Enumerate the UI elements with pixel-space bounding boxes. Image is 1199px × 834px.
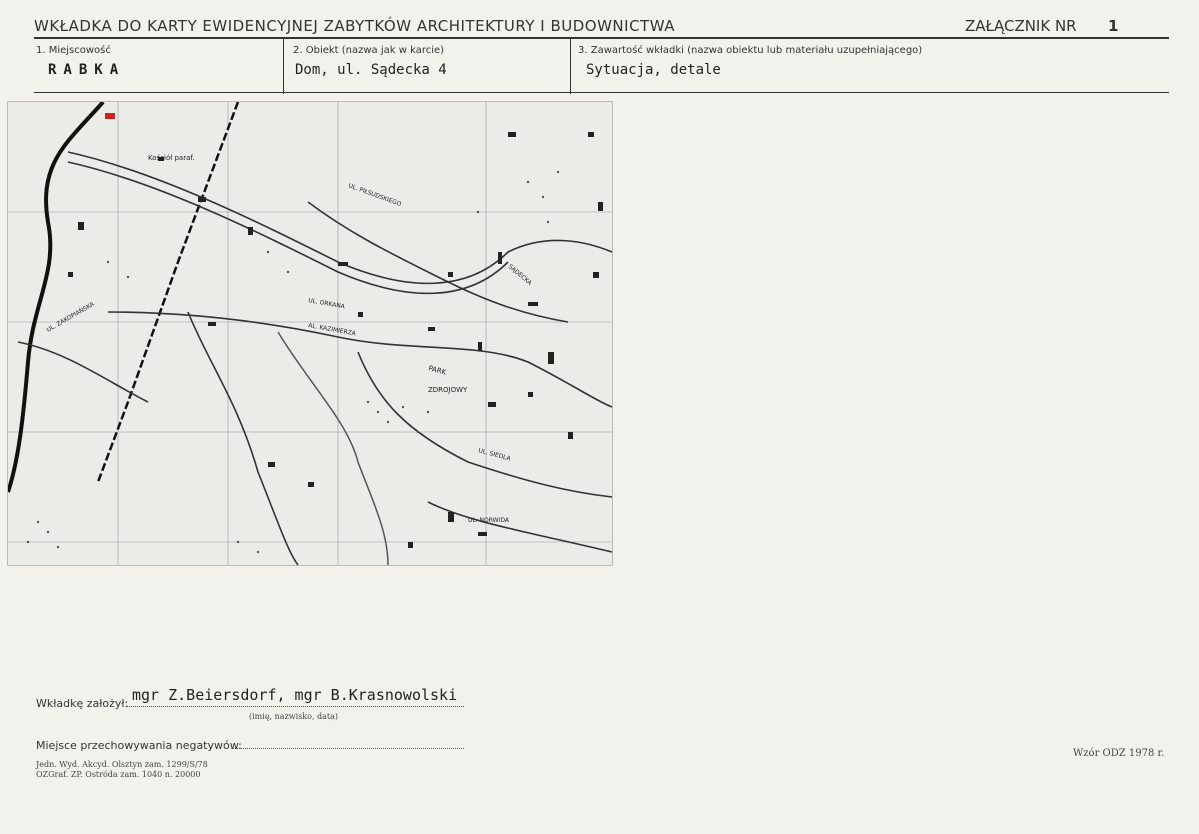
attachment-number: 1: [1108, 17, 1119, 35]
made-by-value: mgr Z.Beiersdorf, mgr B.Krasnowolski: [132, 686, 458, 704]
object-label: 2. Obiekt (nazwa jak w karcie): [293, 45, 445, 56]
made-by-label: Wkładkę założył:: [36, 697, 129, 710]
map-label-zakopianska: UL. ZAKOPIAŃSKA: [45, 300, 96, 334]
map-label-park: PARK: [427, 364, 447, 377]
fields-rule: [34, 92, 1169, 93]
site-map-image: [7, 101, 613, 566]
print-info-line1: Jedn. Wyd. Akcyd. Olsztyn zam. 1299/S/78: [36, 760, 208, 769]
negatives-line: [232, 748, 464, 749]
object-value: Dom, ul. Sądecka 4: [295, 62, 447, 78]
map-label-kazimierza: AL. KAZIMIERZA: [307, 322, 357, 338]
template-version: Wzór ODZ 1978 r.: [1073, 748, 1165, 759]
print-info-line2: OZGraf. ZP. Ostróda zam. 1040 n. 20000: [36, 770, 201, 779]
object-location-marker: [105, 113, 115, 119]
attachment-label: ZAŁĄCZNIK NR: [965, 17, 1077, 35]
map-label-orkana: UL. ORKANA: [307, 297, 346, 311]
map-label-church: Kościół paraf.: [148, 154, 195, 162]
locality-label: 1. Miejscowość: [36, 45, 111, 56]
header-rule: [34, 37, 1169, 39]
negatives-label: Miejsce przechowywania negatywów:: [36, 739, 242, 752]
content-value: Sytuacja, detale: [586, 62, 721, 78]
made-by-line: [126, 706, 464, 707]
field-divider-1: [283, 38, 284, 94]
content-label: 3. Zawartość wkładki (nazwa obiektu lub materiału uzupełniającego): [578, 45, 923, 56]
made-by-hint: (imię, nazwisko, data): [249, 712, 339, 721]
map-drawing: [8, 102, 612, 565]
map-label-sadecka: SĄDECKA: [506, 263, 534, 287]
form-title: WKŁADKA DO KARTY EWIDENCYJNEJ ZABYTKÓW ARCHITEKTURY I BUDOWNICTWA: [34, 17, 675, 35]
locality-value: RABKA: [48, 62, 126, 78]
map-label-pilsudskiego: UL. PIŁSUDSKIEGO: [347, 182, 403, 208]
map-label-zdrojowy: ZDROJOWY: [428, 386, 468, 394]
map-label-slotna: UL. SIEDLA: [477, 447, 512, 463]
field-divider-2: [570, 38, 571, 94]
map-label-norwida: UL. NORWIDA: [468, 517, 510, 524]
